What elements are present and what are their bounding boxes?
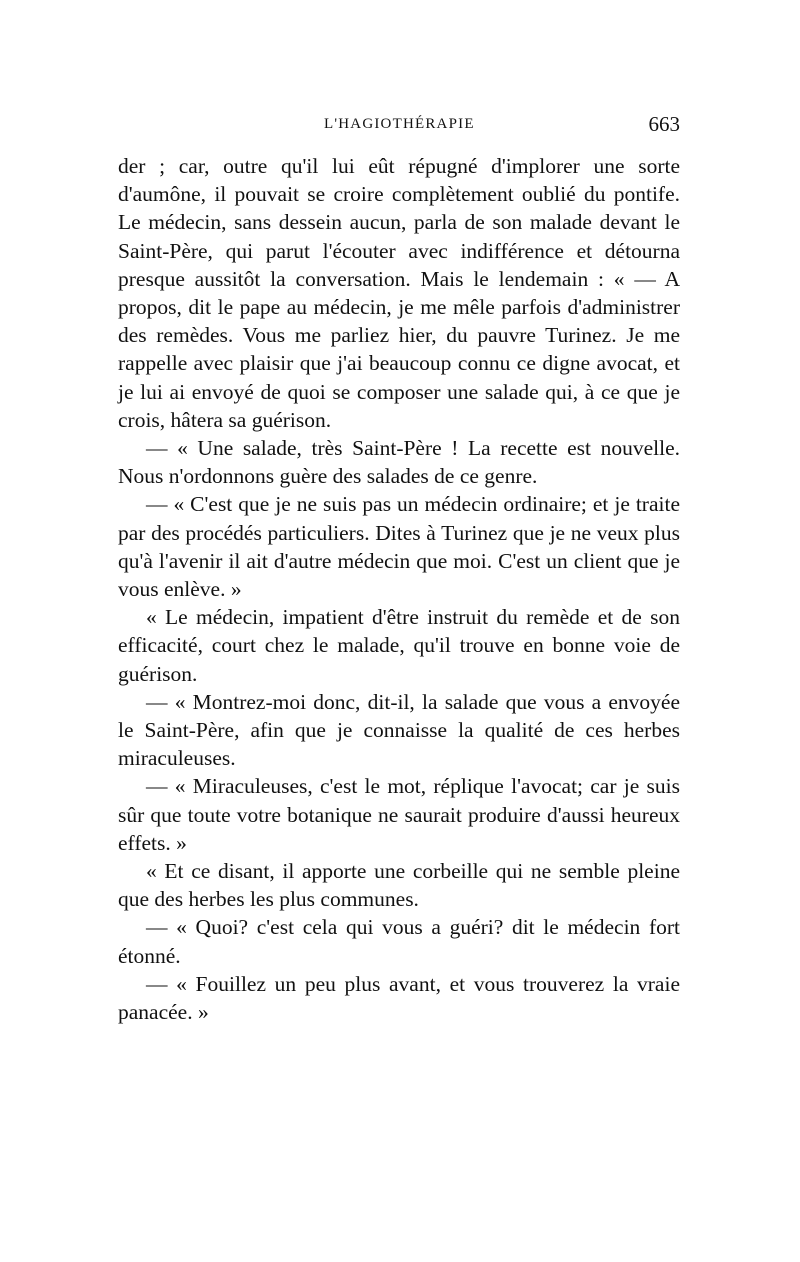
running-title: L'HAGIOTHÉRAPIE <box>324 116 475 132</box>
paragraph: « Le médecin, impatient d'être instruit du remède et de son efficacité, court chez le malade, qu'il trouve en bonne voie de guérison. <box>118 605 680 686</box>
paragraph: — « Montrez-moi donc, dit-il, la salade que vous a envoyée le Saint-Père, afin que je connaisse la qualité de ces herbes miraculeuses. <box>118 689 680 771</box>
paragraph: « Et ce disant, il apporte une corbeille qui ne semble pleine que des herbes les plus communes. <box>118 859 680 912</box>
paragraph: der ; car, outre qu'il lui eût répugné d'implorer une sorte d'aumône, il pouvait se croire complètement oublié du pontife. Le médecin, sans dessein aucun, parla de son malade devant le Saint-Père, qui parut l'écouter avec indifférence et détourna presque aussitôt la conversation. Mais le lendemain : « — A propos, dit le pape au médecin, je me mêle parfois d'administrer des remèdes. Vous me parliez hier, du pauvre Turinez. Je me rappelle avec plaisir que j'ai beaucoup connu ce digne avocat, et je lui ai envoyé de quoi se composer une salade qui, à ce que je crois, hâtera sa guérison. <box>118 154 680 432</box>
paragraph: — « Une salade, très Saint-Père ! La recette est nouvelle. Nous n'ordonnons guère des salades de ce genre. <box>118 436 680 489</box>
body-text <box>118 152 680 1026</box>
paragraph: — « Miraculeuses, c'est le mot, réplique l'avocat; car je suis sûr que toute votre botanique ne saurait produire d'aussi heureux effets. » <box>118 774 680 855</box>
page-number: 663 <box>648 112 680 136</box>
paragraph: — « Fouillez un peu plus avant, et vous trouverez la vraie panacée. » <box>118 971 680 1025</box>
page-header <box>118 112 680 142</box>
paragraph: — « C'est que je ne suis pas un médecin ordinaire; et je traite par des procédés particuliers. Dites à Turinez que je ne veux plus qu'à l'avenir il ait d'autre médecin que moi. C'est un client que je vous enlève. » <box>118 492 680 602</box>
paragraph: — « Quoi? c'est cela qui vous a guéri? dit le médecin fort étonné. <box>118 915 680 968</box>
